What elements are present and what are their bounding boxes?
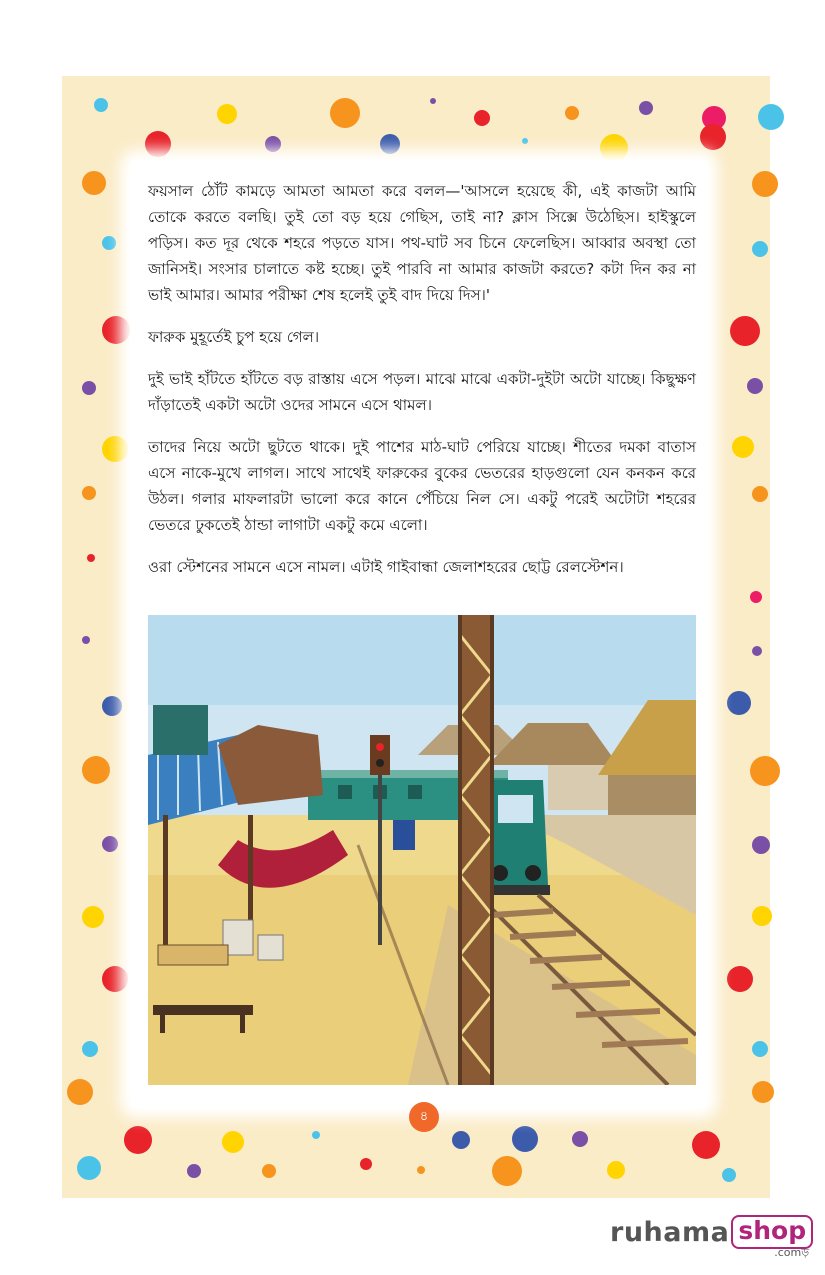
polka-dot (82, 636, 90, 644)
paragraph-1: ফয়সাল ঠোঁট কামড়ে আমতা আমতা করে বলল—'আসলে হয়েছে কী, এই কাজটা আমি তোকে করতে বলছি। তুই তো বড় হয়ে গেছিস, তাই না? ক্লাস সিক্সে উঠেছিস। হাইস্কুলে পড়িস। কত দূর থেকে শহরে পড়তে যাস। পথ-ঘাট সব চিনে ফেলেছিস। আব্বার অবস্থা তো জানিসই। সংসার চালাতে কষ্ট হচ্ছে। তুই পারবি না আমার কাজটা করতে? কটা দিন কর না ভাই আমার। আমার পরীক্ষা শেষ হলেই তুই বাদ দিয়ে দিস।' (148, 182, 696, 304)
polka-dot (607, 1161, 625, 1179)
polka-dot (360, 1158, 372, 1170)
polka-dot (417, 1166, 425, 1174)
polka-dot (750, 756, 780, 786)
polka-dot (82, 1041, 98, 1057)
polka-dot (67, 1079, 93, 1105)
polka-dot (752, 171, 778, 197)
brand-domain: .comড় (774, 1246, 810, 1259)
polka-dot (217, 104, 237, 124)
polka-dot (94, 98, 108, 112)
polka-dot (750, 591, 762, 603)
polka-dot (102, 436, 128, 462)
polka-dot (452, 1131, 470, 1149)
paragraph-3: দুই ভাই হাঁটতে হাঁটতে বড় রাস্তায় এসে পড়ল। মাঝে মাঝে একটা-দুইটা অটো যাচ্ছে। কিছুক্ষণ দাঁড়াতেই একটা অটো ওদের সামনে এসে থামল। (148, 370, 696, 414)
polka-dot (312, 1131, 320, 1139)
polka-dot (600, 134, 628, 162)
brand-badge (731, 1215, 813, 1259)
polka-dot (522, 138, 528, 144)
polka-dot (262, 1164, 276, 1178)
polka-dot (758, 104, 784, 130)
polka-dot (222, 1131, 244, 1153)
polka-dot (87, 554, 95, 562)
polka-dot (565, 106, 579, 120)
polka-dot (265, 136, 281, 152)
polka-dot (102, 236, 116, 250)
polka-dot (474, 110, 490, 126)
polka-dot (752, 241, 768, 257)
polka-dot (727, 691, 751, 715)
polka-dot (752, 646, 762, 656)
polka-dot (727, 966, 753, 992)
brand-logo (610, 1212, 813, 1259)
brand-name-left: ruhama (610, 1216, 730, 1248)
polka-dot (124, 1126, 152, 1154)
polka-dot (752, 486, 768, 502)
polka-dot (700, 124, 726, 150)
paragraph-2: ফারুক মুহূর্তেই চুপ হয়ে গেল। (148, 328, 320, 346)
polka-dot (82, 756, 110, 784)
polka-dot (187, 1164, 201, 1178)
paragraph-4: তাদের নিয়ে অটো ছুটতে থাকে। দুই পাশের মাঠ-ঘাট পেরিয়ে যাচ্ছে। শীতের দমকা বাতাস এসে নাকে-মুখে লাগল। সাথে সাথেই ফারুকের বুকের ভেতরের হাড়গুলো যেন কনকন করে উঠল। গলার মাফলারটা ভালো করে কানে পেঁচিয়ে নিল সে। একটু পরেই অটোটা শহরের ভেতরে ঢুকতেই ঠান্ডা লাগাটা একটু কমে এলো। (148, 438, 696, 534)
polka-dot (77, 1156, 101, 1180)
polka-dot (752, 1081, 774, 1103)
paragraph-5: ওরা স্টেশনের সামনে এসে নামল। এটাই গাইবান্ধা জেলাশহরের ছোট্ট রেলস্টেশন। (148, 558, 624, 576)
story-text (148, 178, 696, 596)
polka-dot (102, 966, 128, 992)
polka-dot (145, 131, 171, 157)
polka-dot (82, 171, 106, 195)
polka-dot (102, 836, 118, 852)
polka-dot (82, 906, 104, 928)
polka-dot (330, 98, 360, 128)
brand-name-right: shop (738, 1216, 807, 1245)
polka-dot (512, 1126, 538, 1152)
polka-dot (102, 696, 122, 716)
polka-dot (82, 381, 96, 395)
polka-dot (380, 134, 400, 154)
polka-dot (492, 1156, 522, 1186)
polka-dot (102, 316, 130, 344)
polka-dot (747, 378, 763, 394)
polka-dot (639, 101, 653, 115)
railway-station-illustration (148, 615, 696, 1085)
polka-dot (430, 98, 436, 104)
polka-dot (82, 486, 96, 500)
polka-dot (572, 1131, 588, 1147)
polka-dot (692, 1131, 720, 1159)
polka-dot (752, 836, 770, 854)
page-number: ৪ (409, 1102, 439, 1132)
polka-dot (752, 1041, 768, 1057)
polka-dot (730, 316, 760, 346)
polka-dot (732, 436, 754, 458)
polka-dot (722, 1168, 736, 1182)
polka-dot (752, 906, 772, 926)
